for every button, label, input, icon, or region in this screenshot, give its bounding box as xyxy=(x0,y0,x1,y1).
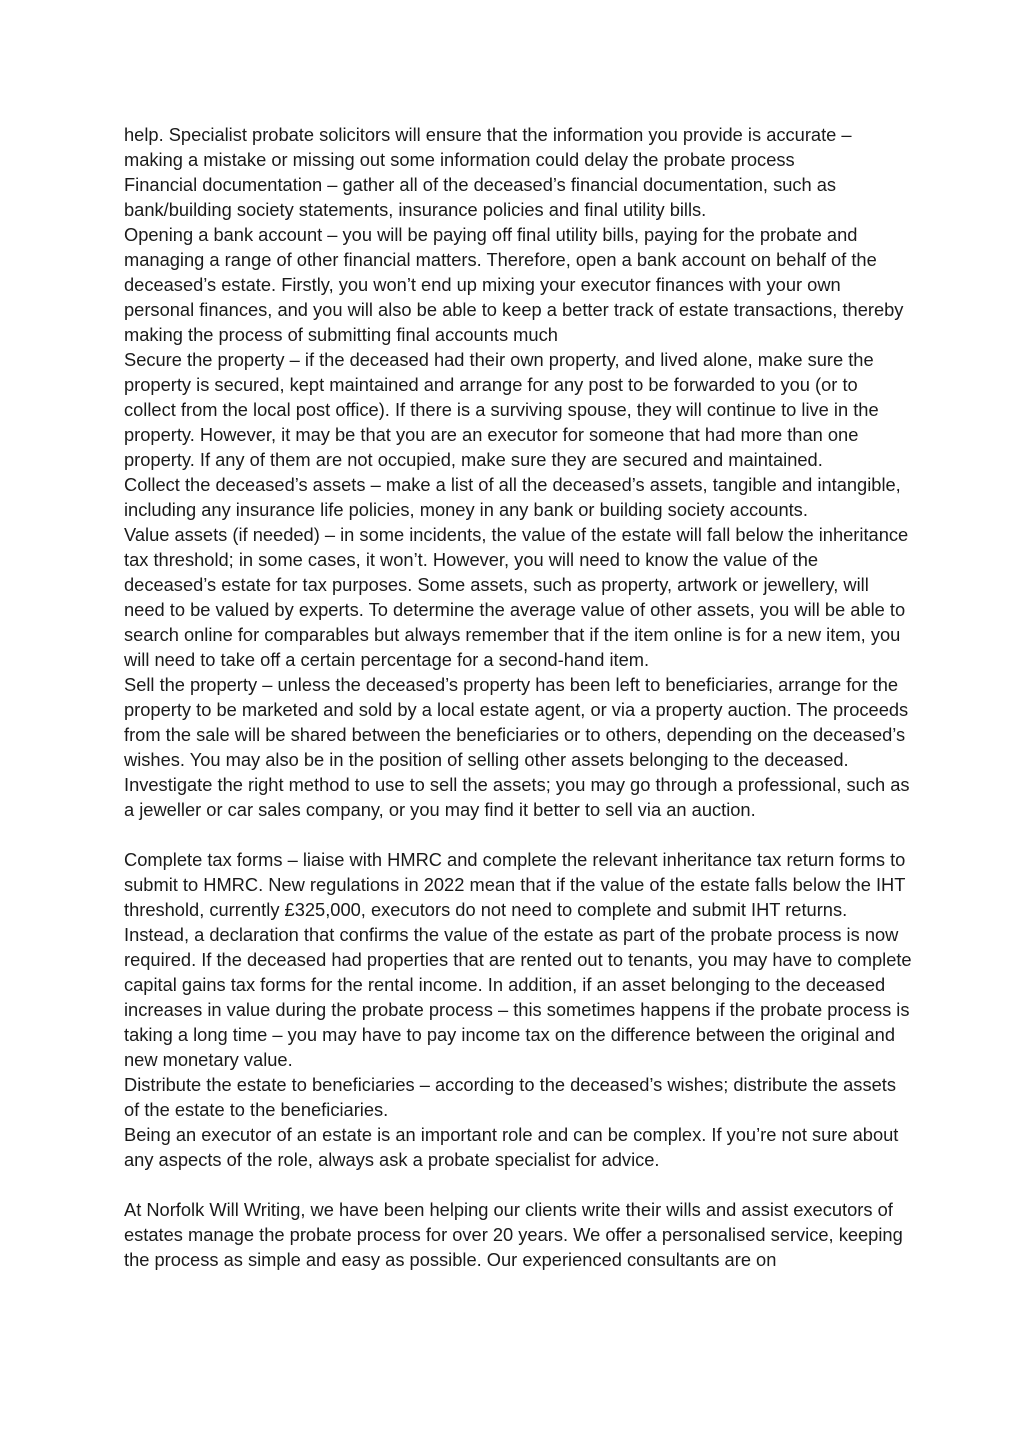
paragraph-executor-role: Being an executor of an estate is an important role and can be complex. If you’re not sure about any aspects of the role, always ask a probate specialist for advice. xyxy=(124,1124,899,1170)
paragraph-secure-property: Secure the property – if the deceased had their own property, and lived alone, make sure the property is secured, kept maintained and arrange for any post to be forwarded to you (or to collect from the local post office). If there is a surviving spouse, they will continue to live in the property. However, it may be that you are an executor for someone that had more than one property. If any of them are not occupied, make sure they are secured and maintained. xyxy=(124,349,879,470)
paragraph-opening-bank-account: Opening a bank account – you will be paying off final utility bills, paying for the probate and managing a range of other financial matters. Therefore, open a bank account on behalf of the deceased’s estate. Firstly, you won’t end up mixing your executor finances with your own personal finances, and you will also be able to keep a better track of estate transactions, thereby making the process of submitting final accounts much xyxy=(124,224,904,345)
paragraph-financial-documentation: Financial documentation – gather all of the deceased’s financial documentation, such as bank/building society statements, insurance policies and final utility bills. xyxy=(124,174,837,220)
paragraph-complete-tax-forms: Complete tax forms – liaise with HMRC and complete the relevant inheritance tax return forms to submit to HMRC. New regulations in 2022 mean that if the value of the estate falls below the IHT threshold, currently £325,000, executors do not need to complete and submit IHT returns. Instead, a declaration that confirms the value of the estate as part of the probate process is now required. If the deceased had properties that are rented out to tenants, you may have to complete capital gains tax forms for the rental income. In addition, if an asset belonging to the deceased increases in value during the probate process – this sometimes happens if the probate process is taking a long time – you may have to pay income tax on the difference between the original and new monetary value. xyxy=(124,849,912,1070)
paragraph-gap xyxy=(124,822,914,847)
paragraph-sell-property: Sell the property – unless the deceased’s property has been left to beneficiaries, arrange for the property to be marketed and sold by a local estate agent, or via a property auction. The proceeds from the sale will be shared between the beneficiaries or to others, depending on the deceased’s wishes. You may also be in the position of selling other assets belonging to the deceased. Investigate the right method to use to sell the assets; you may go through a professional, such as a jeweller or car sales company, or you may find it better to sell via an auction. xyxy=(124,674,910,820)
paragraph-norfolk-will-writing: At Norfolk Will Writing, we have been helping our clients write their wills and assist executors of estates manage the probate process for over 20 years. We offer a personalised service, keeping the process as simple and easy as possible. Our experienced consultants are on xyxy=(124,1199,903,1270)
paragraph-collect-assets: Collect the deceased’s assets – make a list of all the deceased’s assets, tangible and intangible, including any insurance life policies, money in any bank or building society accounts. xyxy=(124,474,901,520)
document-page xyxy=(124,122,914,1272)
paragraph-help-intro: help. Specialist probate solicitors will ensure that the information you provide is accurate – making a mistake or missing out some information could delay the probate process xyxy=(124,124,852,170)
paragraph-value-assets: Value assets (if needed) – in some incidents, the value of the estate will fall below the inheritance tax threshold; in some cases, it won’t. However, you will need to know the value of the deceased’s estate for tax purposes. Some assets, such as property, artwork or jewellery, will need to be valued by experts. To determine the average value of other assets, you will be able to search online for comparables but always remember that if the item online is for a new item, you will need to take off a certain percentage for a second-hand item. xyxy=(124,524,909,670)
paragraph-gap xyxy=(124,1172,914,1197)
paragraph-distribute-estate: Distribute the estate to beneficiaries – according to the deceased’s wishes; distribute the assets of the estate to the beneficiaries. xyxy=(124,1074,896,1120)
